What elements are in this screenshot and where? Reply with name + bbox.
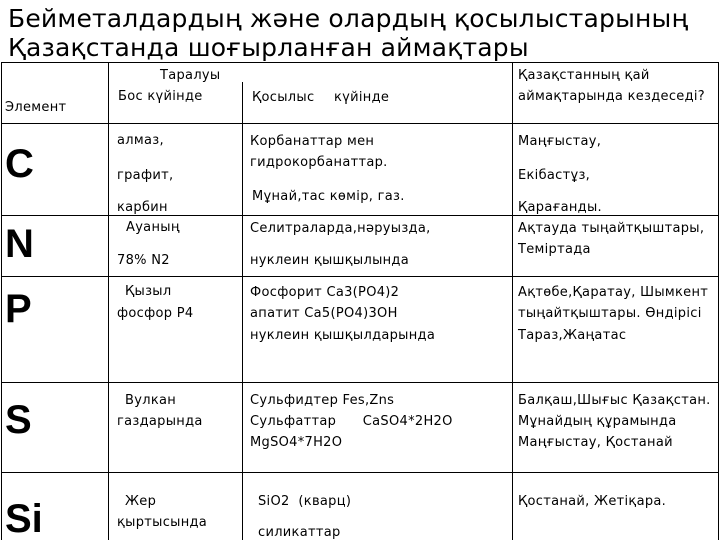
element-symbol-c: C	[5, 142, 34, 186]
c-compound-2: гидрокорбанаттар.	[250, 155, 388, 170]
col-divider-2	[242, 82, 243, 540]
si-free-1: Жер	[125, 494, 157, 509]
header-compound-state-a: Қосылыс	[252, 90, 315, 105]
header-region-1: Қазақстанның қай	[518, 68, 650, 83]
c-free-2: графит,	[117, 168, 174, 183]
p-compound-1: Фосфорит Са3(РО4)2	[250, 285, 400, 300]
c-region-1: Маңғыстау,	[518, 134, 602, 149]
n-region-2: Теміртада	[518, 242, 591, 257]
si-free-2: қыртысында	[117, 515, 208, 530]
s-compound-2: Сульфаттар CaSO4*2H2O	[250, 414, 453, 429]
s-region-1: Балқаш,Шығыс Қазақстан.	[518, 393, 711, 408]
col-divider-1	[108, 62, 109, 540]
table-left-border	[1, 62, 2, 540]
header-compound-state-b: күйінде	[334, 90, 390, 105]
element-symbol-n: N	[5, 222, 34, 266]
element-symbol-p: P	[5, 287, 32, 331]
p-free-1: Қызыл	[125, 284, 172, 299]
n-compound-1: Селитраларда,нәруызда,	[250, 221, 431, 236]
element-symbol-s: S	[5, 398, 32, 442]
title-line-2: Қазақстанда шоғырланған аймақтары	[8, 33, 529, 62]
s-free-1: Вулкан	[125, 393, 177, 408]
s-region-2: Мұнайдың құрамында	[518, 414, 677, 429]
header-element: Элемент	[5, 100, 67, 115]
c-compound-1: Корбанаттар мен	[250, 134, 375, 149]
table-right-border	[718, 62, 719, 540]
c-compound-3: Мұнай,тас көмір, газ.	[252, 189, 405, 204]
si-region-1: Қостанай, Жетіқара.	[518, 494, 667, 509]
c-region-3: Қарағанды.	[518, 200, 602, 215]
element-symbol-si: Si	[5, 497, 43, 541]
header-distribution: Таралуы	[160, 68, 221, 83]
si-compound-2: силикаттар	[258, 525, 341, 540]
s-free-2: газдарында	[117, 414, 203, 429]
c-free-3: карбин	[117, 200, 168, 215]
s-compound-3: MgSO4*7H2O	[250, 435, 343, 450]
n-compound-2: нуклеин қышқылында	[250, 253, 409, 268]
col-divider-3	[512, 62, 513, 540]
p-compound-2: апатит Са5(РО4)3ОН	[250, 306, 398, 321]
p-region-1: Ақтөбе,Қаратау, Шымкент	[518, 285, 709, 300]
n-region-1: Ақтауда тыңайтқыштары,	[518, 221, 705, 236]
n-free-2: 78% N2	[117, 253, 170, 268]
p-region-2: тыңайтқыштары. Өндірісі	[518, 306, 702, 321]
s-region-3: Маңғыстау, Қостанай	[518, 435, 673, 450]
header-region-2: аймақтарында кездеседі?	[518, 89, 705, 104]
c-free-1: алмаз,	[117, 133, 164, 148]
title-line-1: Бейметалдардың және олардың қосылыстарының	[8, 4, 689, 33]
p-compound-3: нуклеин қышқылдарында	[250, 328, 436, 343]
s-compound-1: Сульфидтер Fes,Zns	[250, 393, 395, 408]
si-compound-1: SiO2 (кварц)	[258, 494, 352, 509]
n-free-1: Ауаның	[126, 220, 180, 235]
p-free-2: фосфор Р4	[117, 306, 194, 321]
p-region-3: Тараз,Жаңатас	[518, 328, 627, 343]
c-region-2: Екібастұз,	[518, 168, 591, 183]
header-free-state: Бос күйінде	[118, 89, 203, 104]
